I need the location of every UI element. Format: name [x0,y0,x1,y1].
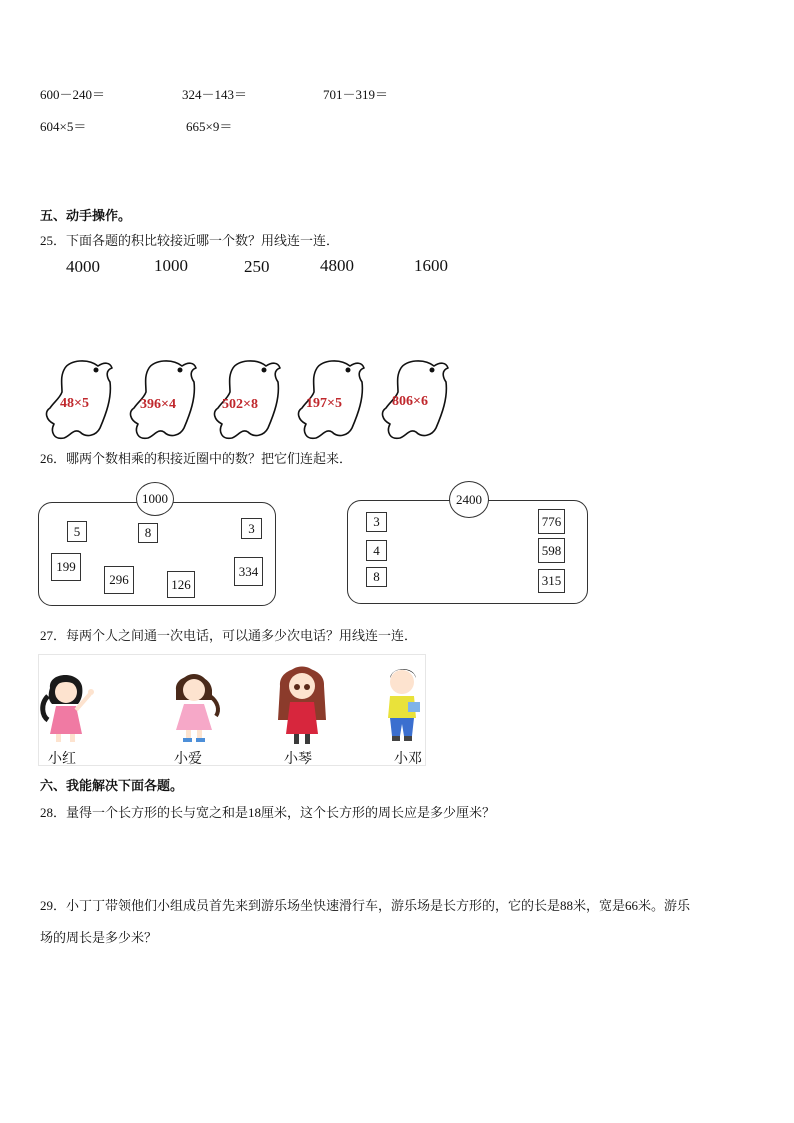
question-26: 26．哪两个数相乘的积接近圈中的数？把它们连起来． [40,451,353,466]
child-name-3: 小琴 [284,751,312,767]
child-figure-xiaoqin [274,660,330,748]
child-name-4: 小邓 [394,751,422,767]
section-6-title: 六、我能解决下面各题。 [40,778,184,793]
equation-4: 604×5＝ [40,119,87,134]
answer-number-4: 4800 [320,256,354,275]
left-number-box: 199 [51,553,81,581]
question-25: 25．下面各题的积比较接近哪一个数？用线连一连． [40,233,340,248]
right-target-circle: 2400 [449,481,489,518]
right-number-box: 3 [366,512,387,532]
left-number-box: 334 [234,557,263,586]
child-name-2: 小爱 [174,751,202,767]
right-number-box: 315 [538,569,565,593]
question-29-line-1: 29．小丁丁带领他们小组成员首先来到游乐场坐快速滑行车，游乐场是长方形的，它的长是88米，宽是66米。游乐 [40,898,691,913]
question-29-line-2: 场的周长是多少米？ [40,930,158,945]
question-27: 27．每两个人之间通一次电话，可以通多少次电话？用线连一连． [40,628,418,643]
expression-4: 197×5 [306,396,342,411]
equation-3: 701－319＝ [323,87,389,102]
left-number-box: 5 [67,521,87,542]
answer-number-3: 250 [244,257,270,276]
question-28: 28．量得一个长方形的长与宽之和是18厘米，这个长方形的周长应是多少厘米？ [40,805,496,820]
expression-3: 502×8 [222,397,258,412]
right-number-box: 8 [366,567,387,587]
expression-1: 48×5 [60,396,89,411]
expression-2: 396×4 [140,397,176,412]
child-figure-xiaodeng [382,664,426,746]
left-number-box: 296 [104,566,134,594]
equation-1: 600－240＝ [40,87,106,102]
child-figure-xiaohong [38,668,100,744]
expression-5: 806×6 [392,394,428,409]
left-number-box: 3 [241,518,262,539]
right-number-box: 598 [538,538,565,563]
equation-2: 324－143＝ [182,87,248,102]
right-number-box: 776 [538,509,565,534]
equation-5: 665×9＝ [186,119,233,134]
right-number-box: 4 [366,540,387,561]
answer-number-2: 1000 [154,256,188,275]
left-number-box: 126 [167,571,195,598]
answer-number-1: 4000 [66,257,100,276]
left-target-circle: 1000 [136,482,174,516]
section-5-title: 五、动手操作。 [40,208,132,223]
child-figure-xiaoai [166,666,222,746]
left-number-box: 8 [138,523,158,543]
child-name-1: 小红 [48,751,76,767]
answer-number-5: 1600 [414,256,448,275]
